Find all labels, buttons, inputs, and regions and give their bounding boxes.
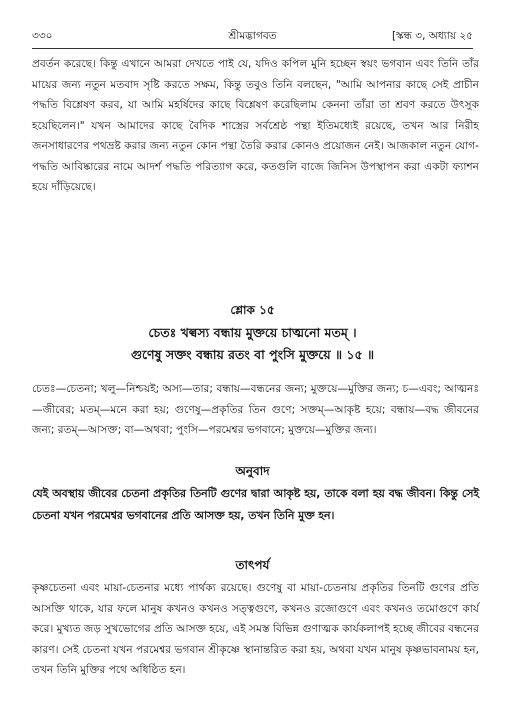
book-title: শ্রীমদ্ভাগবত	[228, 30, 277, 42]
running-header	[32, 28, 473, 44]
purport-heading: তাৎপর্য	[235, 558, 270, 572]
verse-text	[0, 322, 505, 366]
translation-heading: অনুবাদ	[235, 464, 270, 478]
verse-line-2: গুণেষু সক্তং বন্ধায় রতং বা পুংসি মুক্তয়ে ॥ ১৫ ॥	[130, 347, 375, 362]
verse-heading: শ্লোক ১৫	[230, 303, 275, 317]
header-divider	[32, 48, 473, 49]
purport-text: কৃষ্ণচেতনা এবং মায়া-চেতনার মধ্যে পার্থক্য রয়েছে। গুণেষু বা মায়া-চেতনায় প্রকৃতির তিনটি গুণের প্রতি আসক্তি থাকে, যার ফলে মানুষ কখনও কখনও সত্ত্বগুণে, কখনও রজোগুণে এবং কখনও তমোগুণে কার্য করে। মুখ্যত জড় সুখভোগের প্রতি আসক্ত হয়ে, এই সমস্ত বিভিন্ন গুণাত্মক কার্যকলাপই হচ্ছে জীবের বন্ধনের কারণ। সেই চেতনা যখন পরমেশ্বর ভগবান শ্রীকৃষ্ণে স্থানান্তরিত করা হয়, অথবা যখন মানুষ কৃষ্ণভাবনাময় হন, তখন তিনি মুক্তির পথে অধিষ্ঠিত হন।	[32, 582, 479, 676]
canto-chapter: [স্কন্ধ ৩, অধ্যায় ২৫	[391, 30, 473, 42]
page-number: ৩৩০	[32, 30, 53, 42]
verse-line-1: চেতঃ খল্বস্য বন্ধায় মুক্তয়ে চাত্মনো মতম্ ।	[148, 325, 357, 340]
translation-text: যেই অবস্থায় জীবের চেতনা প্রকৃতির তিনটি গুণের দ্বারা আকৃষ্ট হয়, তাকে বলা হয় বদ্ধ জীবন। কিন্তু সেই চেতনা যখন পরমেশ্বর ভগবানের প্রতি আসক্ত হয়, তখন তিনি মুক্ত হন।	[32, 487, 479, 522]
synonyms-paragraph: চেতঃ—চেতনা; খলু—নিশ্চয়ই; অস্য—তার; বন্ধায়—বন্ধনের জন্য; মুক্তয়ে—মুক্তির জন্য; চ—এবং; আত্মনঃ—জীবের; মতম্—মনে করা হয়; গুণেষু—প্রকৃতির তিন গুণে; সক্তম্—আকৃষ্ট হয়ে; বন্ধায়—বদ্ধ জীবনের জন্য; রতম্—আসক্ত; বা—অথবা; পুংসি—পরমেশ্বর ভগবানে; মুক্তয়ে—মুক্তির জন্য।	[32, 383, 479, 436]
intro-paragraph: প্রবর্তন করেছে। কিন্তু এখানে আমরা দেখতে পাই যে, যদিও কপিল মুনি হচ্ছেন স্বয়ং ভগবান এবং তিনি তাঁর মায়ের জন্য নতুন মতবাদ সৃষ্টি করতে সক্ষম, কিন্তু তবুও তিনি বলছেন, "আমি আপনার কাছে সেই প্রাচীন পদ্ধতি বিশ্লেষণ করব, যা আমি মহর্ষিদের কাছে বিশ্লেষণ করেছিলাম কেননা তাঁরা তা শ্রবণ করতে উৎসুক হয়েছিলেন।" যখন আমাদের কাছে বৈদিক শাস্ত্রের সর্বশ্রেষ্ঠ পন্থা ইতিমধ্যেই রয়েছে, তখন আর নিরীহ জনসাধারণের পথভ্রষ্ট করার জন্য নতুন কোন পন্থা তৈরি করার কোনও প্রয়োজন নেই। আজকাল নতুন যোগ-পদ্ধতি আবিষ্কারের নামে আদর্শ পদ্ধতি পরিত্যাগ করে, কতগুলি বাজে জিনিস উপস্থাপন করা একটা ফ্যাশন হয়ে দাঁড়িয়েছে।	[32, 58, 479, 193]
